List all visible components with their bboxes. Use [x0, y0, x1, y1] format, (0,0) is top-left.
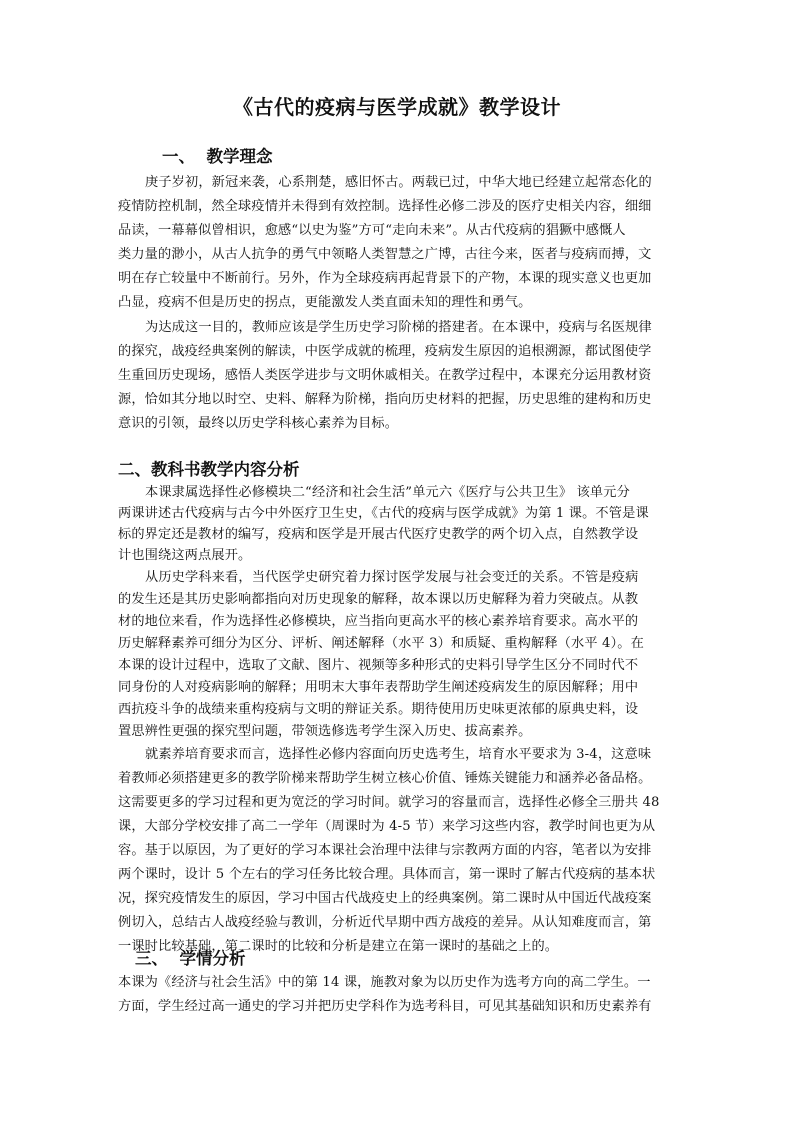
document-title: 《古代的疫病与医学成就》教学设计 [233, 95, 561, 119]
section-heading-2: 二、教科书教学内容分析 [118, 460, 300, 479]
paragraph-line: 的探究，战疫经典案例的解读，中医学成就的梳理，疫病发生原因的追根溯源，都试图使学 [118, 344, 652, 359]
paragraph-line: 这需要更多的学习过程和更为宽泛的学习时间。就学习的容量而言，选择性必修全三册共 48 [118, 795, 660, 810]
paragraph-line: 类力量的渺小，从古人抗争的勇气中领略人类智慧之广博，古往今来，医者与疫病而搏，文 [118, 247, 652, 262]
paragraph-line: 容。基于以原因，为了更好的学习本课社会治理中法律与宗教两方面的内容，笔者以为安排 [118, 843, 652, 858]
paragraph-line: 凸显，疫病不但是历史的拐点，更能激发人类直面未知的理性和勇气。 [118, 295, 532, 310]
paragraph-line: 意识的引领，最终以历史学科核心素养为目标。 [118, 416, 399, 431]
paragraph-line: 明在存亡较量中不断前行。另外，作为全球疫病再起背景下的产物，本课的现实意义也更加 [118, 271, 652, 286]
paragraph-line: 本课的设计过程中，选取了文献、图片、视频等多种形式的史料引导学生区分不同时代不 [118, 658, 639, 673]
paragraph-line: 标的界定还是教材的编写，疫病和医学是开展古代医疗史教学的两个切入点，自然教学设 [118, 527, 639, 542]
paragraph-line: 为达成这一目的，教师应该是学生历史学习阶梯的搭建者。在本课中，疫病与名医规律 [145, 320, 652, 335]
paragraph-line: 计也围绕这两点展开。 [118, 548, 252, 563]
section-heading-3: 三、 学情分析 [135, 949, 246, 968]
paragraph-line: 疫情防控机制，然全球疫情并未得到有效控制。选择性必修二涉及的医疗史相关内容，细细 [118, 199, 652, 214]
paragraph-line: 从历史学科来看，当代医学史研究着力探讨医学发展与社会变迁的关系。不管是疫病 [145, 570, 639, 585]
paragraph-line: 两个课时，设计 5 个左右的学习任务比较合理。具体而言，第一课时了解古代疫病的基本状 [118, 867, 656, 882]
paragraph-line: 两课讲述古代疫病与古今中外医疗卫生史，《古代的疫病与医学成就》为第 1 课。不管是课 [118, 506, 649, 521]
section-heading-1: 一、 教学理念 [162, 147, 273, 166]
paragraph-line: 例切入，总结古人战疫经验与教训，分析近代早期中西方战疫的差异。从认知难度而言，第 [118, 915, 652, 930]
paragraph-line: 置思辨性更强的探究型问题，带领选修选考学生深入历史、拔高素养。 [118, 724, 532, 739]
paragraph-line: 方面，学生经过高一通史的学习并把历史学科作为选考科目，可见其基础知识和历史素养有 [118, 999, 652, 1014]
paragraph-line: 本课隶属选择性必修模块二“经济和社会生活”单元六《医疗与公共卫生》 该单元分 [145, 485, 630, 500]
paragraph-line: 品读，一幕幕似曾相识，愈感“以史为鉴”方可“走向未来”。从古代疫病的猖獗中感慨人 [118, 223, 626, 238]
paragraph-line: 就素养培育要求而言，选择性必修内容面向历史选考生，培育水平要求为 3-4，这意味 [145, 747, 652, 762]
paragraph-line: 一课时比较基础，第二课时的比较和分析是建立在第一课时的基础之上的。 [118, 939, 559, 954]
paragraph-line: 课，大部分学校安排了高二一学年（周课时为 4-5 节）来学习这些内容，教学时间也更为从 [118, 819, 656, 834]
paragraph-line: 源，恰如其分地以时空、史料、解释为阶梯，指向历史材料的把握，历史思维的建构和历史 [118, 392, 652, 407]
paragraph-line: 历史解释素养可细分为区分、评析、阐述解释（水平 3）和质疑、重构解释（水平 4）。在 [118, 636, 644, 651]
paragraph-line: 本课为《经济与社会生活》中的第 14 课，施教对象为以历史作为选考方向的高二学生。一 [118, 975, 651, 990]
paragraph-line: 况，探究疫情发生的原因，学习中国古代战疫史上的经典案例。第二课时从中国近代战疫案 [118, 891, 652, 906]
paragraph-line: 庚子岁初，新冠来袭，心系荆楚，感旧怀古。两载已过，中华大地已经建立起常态化的 [145, 175, 652, 190]
paragraph-line: 的发生还是其历史影响都指向对历史现象的解释，故本课以历史解释为着力突破点。从教 [118, 592, 639, 607]
paragraph-line: 材的地位来看，作为选择性必修模块，应当指向更高水平的核心素养培育要求。高水平的 [118, 614, 639, 629]
paragraph-line: 着教师必须搭建更多的教学阶梯来帮助学生树立核心价值、锤炼关键能力和涵养必备品格。 [118, 771, 652, 786]
paragraph-line: 西抗疫斗争的战绩来重构疫病与文明的辩证关系。期待使用历史味更浓郁的原典史料，设 [118, 702, 639, 717]
paragraph-line: 同身份的人对疫病影响的解释；用明末大事年表帮助学生阐述疫病发生的原因解释；用中 [118, 680, 639, 695]
paragraph-line: 生重回历史现场，感悟人类医学进步与文明休戚相关。在教学过程中，本课充分运用教材资 [118, 368, 652, 383]
